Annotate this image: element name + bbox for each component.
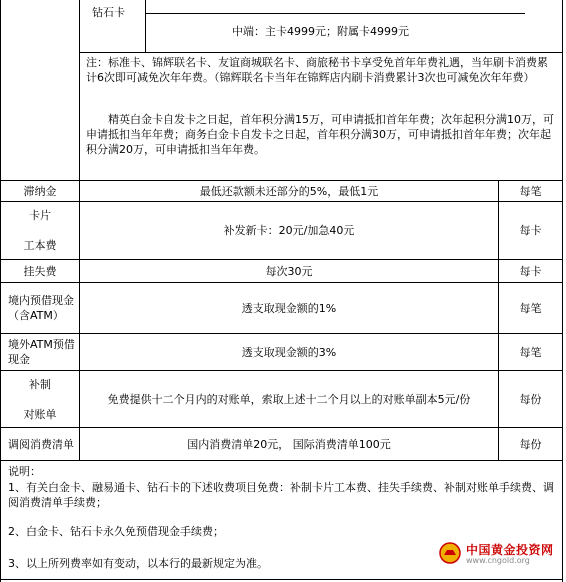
row-label-loss-fee: 挂失费 — [23, 264, 57, 278]
watermark-url: www.cngold.org — [466, 556, 530, 565]
gold-ingot-icon — [438, 541, 462, 565]
row-label-late-fee: 滞纳金 — [23, 184, 57, 198]
row-label-statement-line1: 补制 — [29, 377, 51, 391]
table-border-bottom — [0, 579, 563, 580]
row-label-overseas-cash: 境外ATM预借现金 — [8, 338, 75, 366]
notes-item-3: 3、以上所列费率如有变动，以本行的最新规定为准。 — [8, 557, 268, 570]
row-label-card-fee-line2: 工本费 — [23, 239, 57, 252]
notes-heading: 说明： — [8, 465, 41, 478]
row-unit-late-fee: 每笔 — [519, 184, 542, 198]
watermark-name: 中国黄金投资网 — [466, 543, 554, 557]
row-unit-card-fee: 每卡 — [519, 224, 542, 237]
row-desc-overseas-cash: 透支取现金额的3% — [241, 345, 337, 359]
fee-line: 中端：主卡4999元；附属卡4999元 — [232, 25, 409, 38]
row-unit-consumption-list: 每份 — [519, 437, 542, 451]
row-desc-statement: 免费提供十二个月内的对账单，索取上述十二个月以上的对账单副本5元/份 — [107, 392, 471, 406]
annual-fee-note-2: 精英白金卡自发卡之日起，首年积分满15万，可申请抵扣首年年费；次年起积分满10万，可申请抵扣当年年费；商务白金卡自发卡之日起，首年积分满30万，可申请抵扣首年年费；次年起积分满20万，可申请抵扣当年年费。 — [86, 113, 554, 156]
row-unit-loss-fee: 每卡 — [519, 264, 542, 278]
card-label: 钻石卡 — [92, 6, 125, 19]
row-desc-card-fee: 补发新卡：20元/加急40元 — [223, 224, 355, 237]
table-border-left — [0, 0, 1, 582]
row-desc-consumption-list: 国内消费清单20元， 国际消费清单100元 — [187, 437, 391, 451]
row-label-domestic-cash: 境内预借现金（含ATM） — [8, 294, 74, 322]
row-label-card-fee-line1: 卡片 — [29, 209, 51, 222]
annual-fee-note-1: 注：标准卡、锦辉联名卡、友谊商城联名卡、商旅秘书卡享受免首年年费礼遇，当年刷卡消费累计6次即可减免次年年费。（锦辉联名卡当年在锦辉店内刷卡消费累计3次也可减免次年年费） — [86, 56, 548, 84]
inner-row-line-2 — [79, 52, 562, 53]
inner-row-line — [145, 13, 525, 14]
table-border-right — [562, 0, 563, 582]
row-label-statement-line2: 对账单 — [23, 407, 57, 421]
notes-item-1: 1、有关白金卡、融易通卡、钻石卡的下述收费项目免费：补制卡片工本费、挂失手续费、补制对账单手续费、调阅消费清单手续费； — [8, 481, 554, 509]
row-unit-domestic-cash: 每笔 — [519, 301, 542, 315]
watermark-logo — [436, 538, 564, 568]
row-label-statement — [1, 371, 79, 427]
inner-divider — [145, 0, 146, 52]
row-desc-late-fee: 最低还款额未还部分的5%，最低1元 — [199, 184, 379, 198]
row-unit-statement: 每份 — [519, 392, 542, 406]
row-label-card-fee — [1, 202, 79, 259]
row-line-8 — [0, 460, 562, 461]
notes-item-2: 2、白金卡、钻石卡永久免预借现金手续费； — [8, 525, 224, 538]
row-unit-overseas-cash: 每笔 — [519, 345, 542, 359]
row-desc-loss-fee: 每次30元 — [265, 264, 313, 278]
row-desc-domestic-cash: 透支取现金额的1% — [241, 301, 337, 315]
row-label-consumption-list: 调阅消费清单 — [8, 437, 74, 451]
